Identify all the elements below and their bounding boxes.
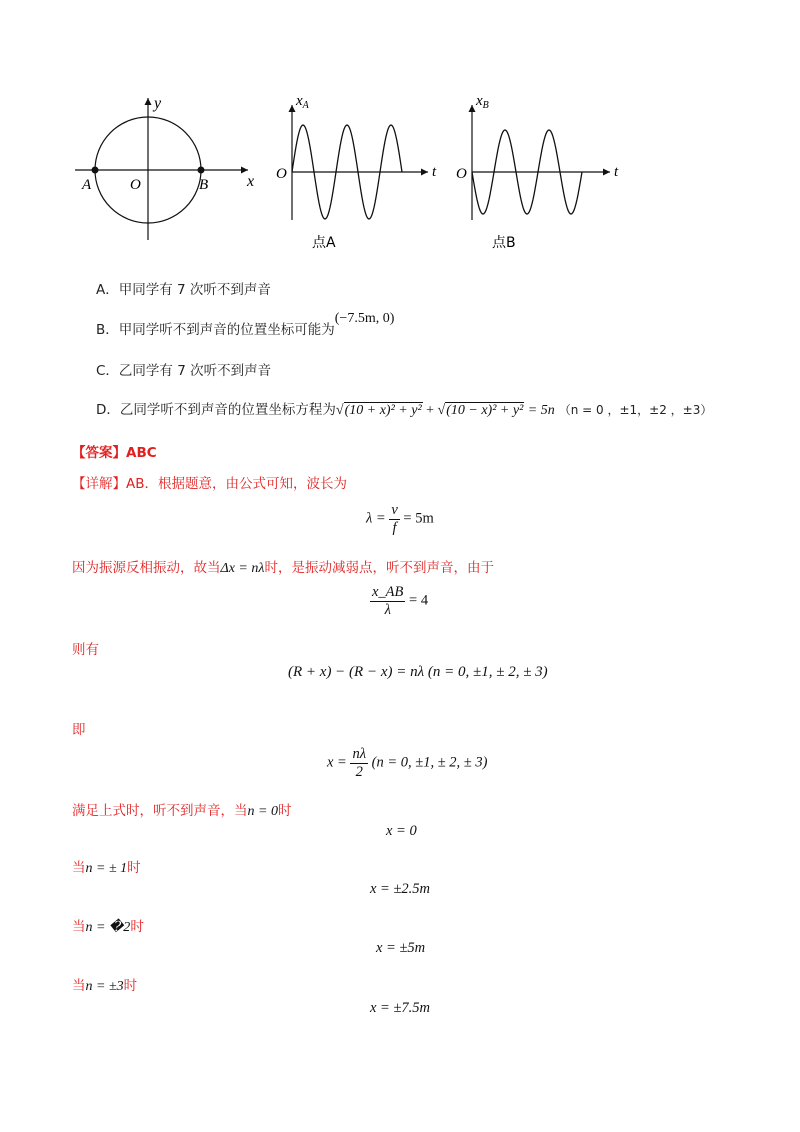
option-b-math: (−7.5m, 0) bbox=[334, 311, 395, 326]
eq-x-lhs: x = bbox=[327, 754, 351, 771]
eq-x0: x = 0 bbox=[386, 823, 417, 839]
eq-lambda bbox=[366, 502, 434, 536]
graph-b-caption: 点B bbox=[492, 235, 516, 251]
eq-lambda-rhs: = 5m bbox=[399, 510, 434, 527]
option-d-equation: √(10 + x)² + y² + √(10 − x)² + y² = 5n bbox=[335, 403, 555, 418]
option-d-condition: （n = 0 ，±1，±2 ，±3） bbox=[558, 403, 713, 417]
graph-a-caption: 点A bbox=[312, 235, 336, 251]
satisfy-math: n = 0 bbox=[247, 804, 278, 819]
eq-lambda-frac bbox=[389, 502, 399, 536]
satisfy-pre: 满足上式时，听不到声音，当 bbox=[72, 803, 248, 819]
option-a: A．甲同学有 7 次听不到声音 bbox=[96, 282, 271, 298]
when1-line bbox=[72, 856, 141, 877]
option-d-text: D．乙同学听不到声音的位置坐标方程为 bbox=[96, 402, 336, 418]
circle-x-label: x bbox=[247, 173, 255, 190]
answer-label: 【答案】ABC bbox=[72, 445, 157, 461]
eq-path-difference: (R + x) − (R − x) = nλ (n = 0, ±1, ± 2, ± 3) bbox=[288, 664, 548, 680]
graph-b-t-label: t bbox=[614, 164, 619, 180]
option-b-text: B．甲同学听不到声音的位置坐标可能为 bbox=[96, 322, 335, 338]
eq-lambda-den: f bbox=[392, 519, 397, 536]
when2-pre: 当 bbox=[72, 919, 86, 935]
when3-math: n = ±3 bbox=[85, 979, 124, 994]
eq-ratio-num: x_AB bbox=[372, 584, 404, 600]
eq-ratio-den: λ bbox=[384, 601, 391, 618]
option-b bbox=[96, 311, 395, 339]
option-d-sqrt2: (10 − x)² + y² bbox=[446, 403, 524, 418]
when3-post: 时 bbox=[123, 978, 138, 994]
option-d-plus: + bbox=[422, 403, 438, 418]
when1-math: n = ± 1 bbox=[85, 861, 128, 876]
when2-post: 时 bbox=[130, 919, 144, 935]
graph-a-origin: O bbox=[276, 166, 287, 182]
point-a bbox=[92, 167, 99, 174]
option-d bbox=[96, 398, 712, 419]
graph-b bbox=[456, 93, 619, 251]
eq-ratio-rhs: = 4 bbox=[405, 592, 429, 609]
circle-y-label: y bbox=[154, 95, 162, 112]
then-label: 则有 bbox=[72, 642, 99, 658]
when1-pre: 当 bbox=[72, 860, 86, 876]
eq-x1: x = ±2.5m bbox=[370, 881, 431, 897]
label-a: A bbox=[82, 177, 92, 193]
when2-line bbox=[72, 915, 144, 936]
eq-lambda-lhs: λ = bbox=[366, 510, 390, 527]
eq-x-den: 2 bbox=[355, 763, 363, 780]
graph-a-t-label: t bbox=[432, 164, 437, 180]
graph-a-y-label: $x_A$ bbox=[296, 93, 309, 111]
figure-svg bbox=[70, 90, 630, 260]
satisfy-line bbox=[72, 799, 291, 820]
graph-a bbox=[276, 93, 437, 251]
eq-x-num: nλ bbox=[352, 746, 367, 762]
eq-ratio-frac bbox=[370, 584, 405, 618]
graph-b-y-label: $x_B$ bbox=[476, 93, 489, 111]
label-b: B bbox=[199, 177, 209, 193]
eq-x-cond: (n = 0, ±1, ± 2, ± 3) bbox=[368, 754, 488, 771]
reason-pre: 因为振源反相振动，故当 bbox=[72, 560, 221, 576]
eq-x-general bbox=[327, 746, 487, 780]
option-d-rhs: = 5n bbox=[524, 403, 555, 418]
reason-math: Δx = nλ bbox=[220, 561, 265, 576]
figure-group bbox=[70, 90, 630, 260]
label-o: O bbox=[130, 177, 141, 193]
when3-pre: 当 bbox=[72, 978, 86, 994]
circle-diagram bbox=[75, 95, 254, 240]
reason-line bbox=[72, 556, 494, 577]
eq-x2: x = ±5m bbox=[376, 940, 426, 956]
detail-label: 【详解】AB．根据题意，由公式可知，波长为 bbox=[72, 476, 347, 492]
reason-post: 时，是振动减弱点，听不到声音，由于 bbox=[264, 560, 494, 576]
eq-x-frac bbox=[350, 746, 368, 780]
when3-line bbox=[72, 974, 137, 995]
ie-label: 即 bbox=[72, 722, 86, 738]
graph-b-origin: O bbox=[456, 166, 467, 182]
when1-post: 时 bbox=[127, 860, 141, 876]
option-d-sqrt1: (10 + x)² + y² bbox=[344, 403, 422, 418]
when2-math: n = �2 bbox=[85, 920, 131, 935]
satisfy-post: 时 bbox=[277, 803, 292, 819]
eq-lambda-num: v bbox=[391, 502, 398, 518]
eq-ratio bbox=[370, 584, 428, 618]
option-c: C．乙同学有 7 次听不到声音 bbox=[96, 363, 272, 379]
eq-x3: x = ±7.5m bbox=[370, 1000, 431, 1016]
point-b bbox=[198, 167, 205, 174]
